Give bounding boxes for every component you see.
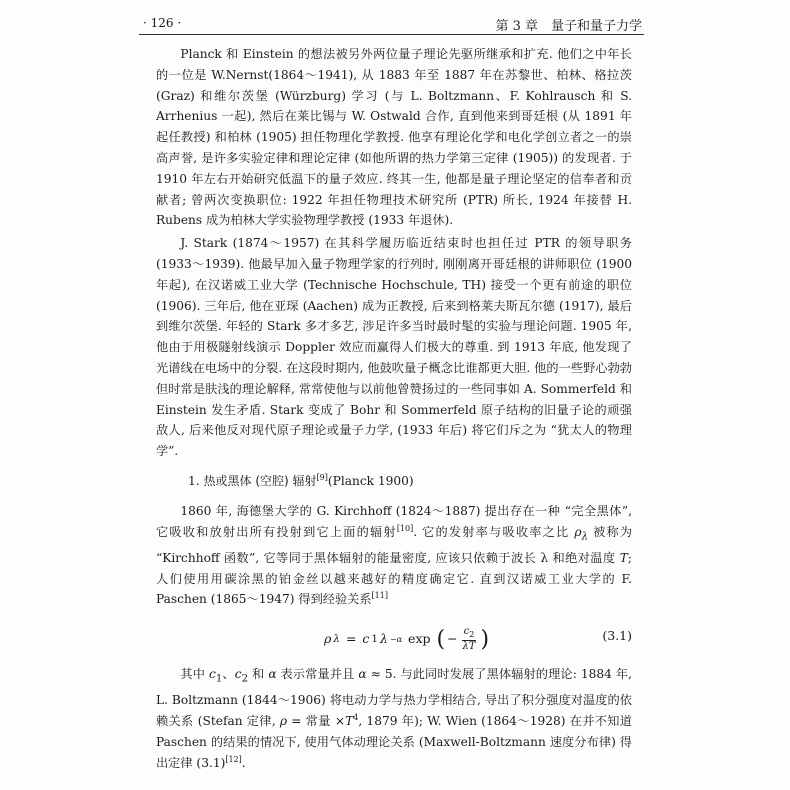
text-run: 和 xyxy=(248,667,269,682)
minus-sign: − xyxy=(447,631,458,647)
math-c: c xyxy=(362,631,370,647)
equation-body xyxy=(324,626,489,653)
paragraph-stark: J. Stark (1874～1957) 在其科学履历临近结束时也担任过 PTR 的领导职务 (1933～1939). 他最早加入量子物理学家的行列时, 刚刚离开哥廷根的讲师职位 (1900 年起), 在汉诺威工业大学 (Technische Hochschule, TH) 接受一个更有前途的职位 (1906). 三年后, 他在亚琛 (Aachen) 成为正教授, 后来到格莱夫斯瓦尔德 (1917), 最后到维尔茨堡. 年轻的 Stark 多才多艺, 涉足许多当时最时髦的实验与理论问题. 1905 年, 他由于用极隧射线演示 Doppler 效应而赢得人们极大的尊重. 到 1913 年底, 他发现了光谱线在电场中的分裂. 在这段时期内, 他鼓吹量子概念比谁都更大胆. 他的一些野心勃勃但时常是肤浅的理论解释, 常常使他与以前他曾赞扬过的一些同事如 A. Sommerfeld 和 Einstein 发生矛盾. Stark 变成了 Bohr 和 Sommerfeld 原子结构的旧量子论的顽强敌人, 后来他反对现代原子理论或量子力学, (1933 年后) 将它们斥之为 “犹太人的物理学”. xyxy=(156,236,632,459)
text-run: ≈ 5. 与此同时发展了黑体辐射的理论: 1884 年, L. Boltzmann (1844～1906) 将电动力学与热力学相结合, 导出了积分强度对温度的依赖关系 (Stefan 定律, xyxy=(156,667,633,729)
math-rho: ρ xyxy=(324,631,332,647)
math-subscript: λ xyxy=(581,530,589,542)
page-number: · 126 · xyxy=(143,16,182,30)
citation: [12] xyxy=(225,754,242,764)
section-title: 热或黑体 (空腔) 辐射 xyxy=(203,473,317,488)
page-header xyxy=(139,10,644,35)
section-source: (Planck 1900) xyxy=(327,473,414,488)
citation: [10] xyxy=(396,523,414,533)
math-alpha: α xyxy=(358,667,367,682)
math-subscript: 2 xyxy=(469,629,475,640)
section-heading xyxy=(156,471,632,492)
math-exponent: −α xyxy=(389,634,403,644)
text-run: , 1879 年); W. Wien (1864～1928) 在并不知道 Paschen 的结果的情况下, 使用气体动理论关系 (Maxwell-Boltzmann 速度分布律) 得出定律 (3.1) xyxy=(156,714,632,770)
math-rho: ρ xyxy=(279,714,288,729)
text-run: 表示常量并且 xyxy=(276,667,359,682)
page-body xyxy=(156,44,632,774)
paragraph-theory xyxy=(156,664,632,773)
equals-sign: = xyxy=(341,631,361,647)
left-paren: ( xyxy=(436,626,446,652)
text-run: . 它的发射率与吸收率之比 xyxy=(413,524,575,539)
text-run: ; 人们使用用碳涂黑的铂金丝以越来越好的精度确定它. 直到汉诺威工业大学的 F. Paschen (1865～1947) 得到经验关系 xyxy=(156,550,632,607)
math-subscript: 2 xyxy=(241,673,249,685)
paragraph-kirchhoff xyxy=(156,501,632,610)
text-run: 、 xyxy=(222,667,235,682)
math-lambda-T: λT xyxy=(462,641,476,653)
math-exponent: 4 xyxy=(353,713,359,723)
equation-3-1 xyxy=(156,616,632,658)
text-run: . xyxy=(241,755,246,770)
math-T: T xyxy=(619,550,628,565)
equation-number: (3.1) xyxy=(602,628,632,644)
section-ref: [9] xyxy=(316,472,328,482)
math-c: c xyxy=(463,626,470,638)
fraction-numerator xyxy=(462,626,477,641)
math-alpha: α xyxy=(268,667,277,682)
fraction-denominator xyxy=(463,641,476,653)
text-run: 被称为 “Kirchhoff 函数”, 它等同于黑体辐射的能量密度, 应该只依赖于波长 λ 和绝对温度 xyxy=(156,524,633,565)
math-subscript: λ xyxy=(333,633,340,646)
math-subscript: 1 xyxy=(371,633,379,646)
math-lambda: λ xyxy=(380,631,388,647)
right-paren: ) xyxy=(480,626,490,652)
paragraph-nernst: Planck 和 Einstein 的想法被另外两位量子理论先驱所继承和扩充. 他们之中年长的一位是 W.Nernst(1864～1941), 从 1883 年至 1887 年在苏黎世、柏林、格拉茨 (Graz) 和维尔茨堡 (Würzburg) 学习 (与 L. Boltzmann、F. Kohlrausch 和 S. Arrhenius 一起), 然后在莱比锡与 W. Ostwald 合作, 直到他来到哥廷根 (从 1891 年起任教授) 和柏林 (1905) 担任物理化学教授. 他享有理论化学和电化学创立者之一的崇高声誉, 是许多实验定律和理论定律 (如他所谓的热力学第三定律 (1905)) 的发现者. 于 1910 年左右开始研究低温下的量子效应. 终其一生, 他都是量子理论坚定的信奉者和贡献者; 曾两次变换职位: 1922 年担任物理技术研究所 (PTR) 所长, 1924 年接替 H. Rubens 成为柏林大学实验物理学教授 (1933 年退休). xyxy=(156,47,632,228)
math-T: T xyxy=(345,714,354,729)
math-c: c xyxy=(234,667,242,682)
citation: [11] xyxy=(371,591,388,601)
section-number: 1. xyxy=(188,473,200,488)
math-c: c xyxy=(209,667,216,682)
text-run: = 常量 × xyxy=(287,714,346,729)
math-rho: ρ xyxy=(574,524,582,539)
fraction xyxy=(462,626,477,653)
chapter-title: 第 3 章 量子和量子力学 xyxy=(495,19,642,34)
text-run: 其中 xyxy=(180,667,209,682)
text-run: 1860 年, 海德堡大学的 G. Kirchhoff (1824～1887) 提出存在一种 “完全黑体”, 它吸收和放射出所有投射到它上面的辐射 xyxy=(156,503,632,539)
exp-function: exp xyxy=(404,631,435,647)
math-subscript: 1 xyxy=(215,673,223,685)
